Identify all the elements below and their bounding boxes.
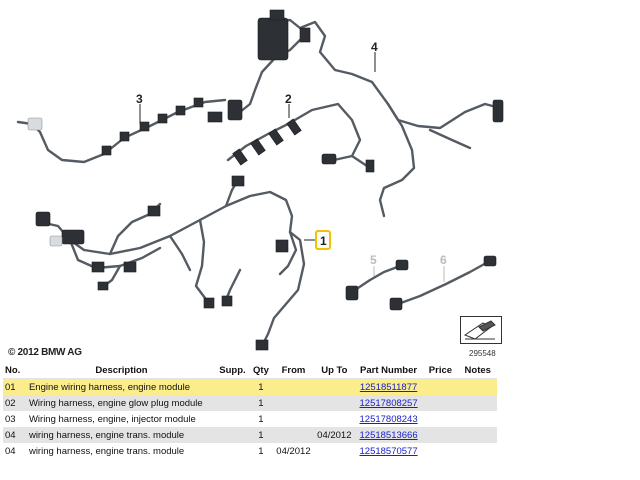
cell-upto bbox=[314, 379, 355, 396]
cell-supp bbox=[216, 395, 249, 411]
harness-3-drawing bbox=[18, 98, 225, 162]
harness-4-drawing bbox=[228, 10, 503, 216]
cell-no: 04 bbox=[3, 427, 27, 443]
header-supp: Supp. bbox=[216, 363, 249, 379]
cell-notes bbox=[458, 411, 497, 427]
cell-price bbox=[422, 427, 458, 443]
part-number-link[interactable]: 12517808243 bbox=[359, 413, 418, 425]
cell-description: Engine wiring harness, engine module bbox=[27, 379, 216, 396]
harness-2-drawing bbox=[228, 104, 374, 172]
cell-qty: 1 bbox=[249, 427, 273, 443]
cell-part-number bbox=[355, 395, 423, 411]
cell-notes bbox=[458, 443, 497, 459]
cell-notes bbox=[458, 379, 497, 396]
cell-description: wiring harness, engine trans. module bbox=[28, 445, 185, 457]
arrow-navigate-icon bbox=[461, 317, 500, 342]
cell-upto: 04/2012 bbox=[314, 427, 355, 443]
cell-price bbox=[422, 411, 458, 427]
cell-no: 03 bbox=[5, 413, 16, 425]
callout-2-label: 2 bbox=[285, 92, 292, 106]
header-no: No. bbox=[3, 363, 27, 379]
cell-price bbox=[422, 395, 458, 411]
header-price: Price bbox=[422, 363, 458, 379]
cell-from: 04/2012 bbox=[276, 445, 311, 457]
copyright-text: © 2012 BMW AG bbox=[8, 347, 82, 358]
table-row[interactable] bbox=[3, 411, 497, 427]
cell-price bbox=[422, 379, 458, 396]
cell-notes bbox=[458, 395, 497, 411]
cell-supp bbox=[216, 411, 249, 427]
cell-part-number bbox=[355, 411, 423, 427]
callout-1[interactable] bbox=[304, 231, 330, 249]
cell-qty: 1 bbox=[258, 445, 264, 457]
header-from: From bbox=[273, 363, 314, 379]
cell-no: 01 bbox=[3, 379, 27, 396]
parts-table bbox=[3, 363, 497, 459]
cell-qty: 1 bbox=[249, 379, 273, 396]
table-row[interactable] bbox=[3, 427, 497, 443]
cell-part-number bbox=[355, 443, 423, 459]
table-row[interactable] bbox=[3, 395, 497, 411]
part-number-link[interactable]: 12518570577 bbox=[359, 445, 418, 457]
callout-5-label: 5 bbox=[370, 253, 377, 267]
cell-upto bbox=[314, 443, 355, 459]
callout-5[interactable] bbox=[370, 253, 377, 276]
table-header-row bbox=[3, 363, 497, 379]
part-number-link[interactable]: 12518511877 bbox=[359, 381, 418, 393]
callout-3-label: 3 bbox=[136, 92, 143, 106]
header-description: Description bbox=[27, 363, 216, 379]
cell-description: wiring harness, engine trans. module bbox=[27, 427, 216, 443]
cell-no: 04 bbox=[5, 445, 16, 457]
header-upto: Up To bbox=[314, 363, 355, 379]
harness-5-drawing bbox=[346, 260, 408, 300]
cell-from bbox=[273, 379, 314, 396]
callout-6-label: 6 bbox=[440, 253, 447, 267]
callout-4[interactable] bbox=[371, 40, 378, 72]
cell-part-number bbox=[355, 427, 423, 443]
cell-qty: 1 bbox=[249, 395, 273, 411]
cell-part-number bbox=[355, 379, 423, 396]
cell-supp bbox=[216, 427, 249, 443]
table-row[interactable] bbox=[3, 379, 497, 396]
callout-3[interactable] bbox=[136, 92, 143, 124]
harness-1-drawing bbox=[36, 176, 304, 350]
cell-from bbox=[273, 411, 314, 427]
cell-description: Wiring harness, engine, injector module bbox=[28, 413, 196, 425]
cell-upto bbox=[314, 411, 355, 427]
diagram-image-id: 295548 bbox=[469, 349, 496, 358]
cell-supp bbox=[216, 443, 249, 459]
cell-no: 02 bbox=[3, 395, 27, 411]
cell-description: Wiring harness, engine glow plug module bbox=[27, 395, 216, 411]
part-number-link[interactable]: 12517808257 bbox=[359, 397, 418, 409]
table-row[interactable] bbox=[3, 443, 497, 459]
cell-from bbox=[273, 395, 314, 411]
cell-from bbox=[273, 427, 314, 443]
header-notes: Notes bbox=[458, 363, 497, 379]
cell-qty: 1 bbox=[258, 413, 264, 425]
header-qty: Qty bbox=[249, 363, 273, 379]
callout-6[interactable] bbox=[440, 253, 447, 282]
cell-notes bbox=[458, 427, 497, 443]
header-part-number: Part Number bbox=[355, 363, 423, 379]
part-number-link[interactable]: 12518513666 bbox=[359, 429, 418, 441]
callout-1-label: 1 bbox=[320, 234, 327, 248]
diagram-navigate-button[interactable] bbox=[460, 316, 502, 344]
callout-4-label: 4 bbox=[371, 40, 378, 54]
cell-price bbox=[422, 443, 458, 459]
cell-supp bbox=[216, 379, 249, 396]
cell-upto bbox=[314, 395, 355, 411]
callout-2[interactable] bbox=[285, 92, 292, 118]
